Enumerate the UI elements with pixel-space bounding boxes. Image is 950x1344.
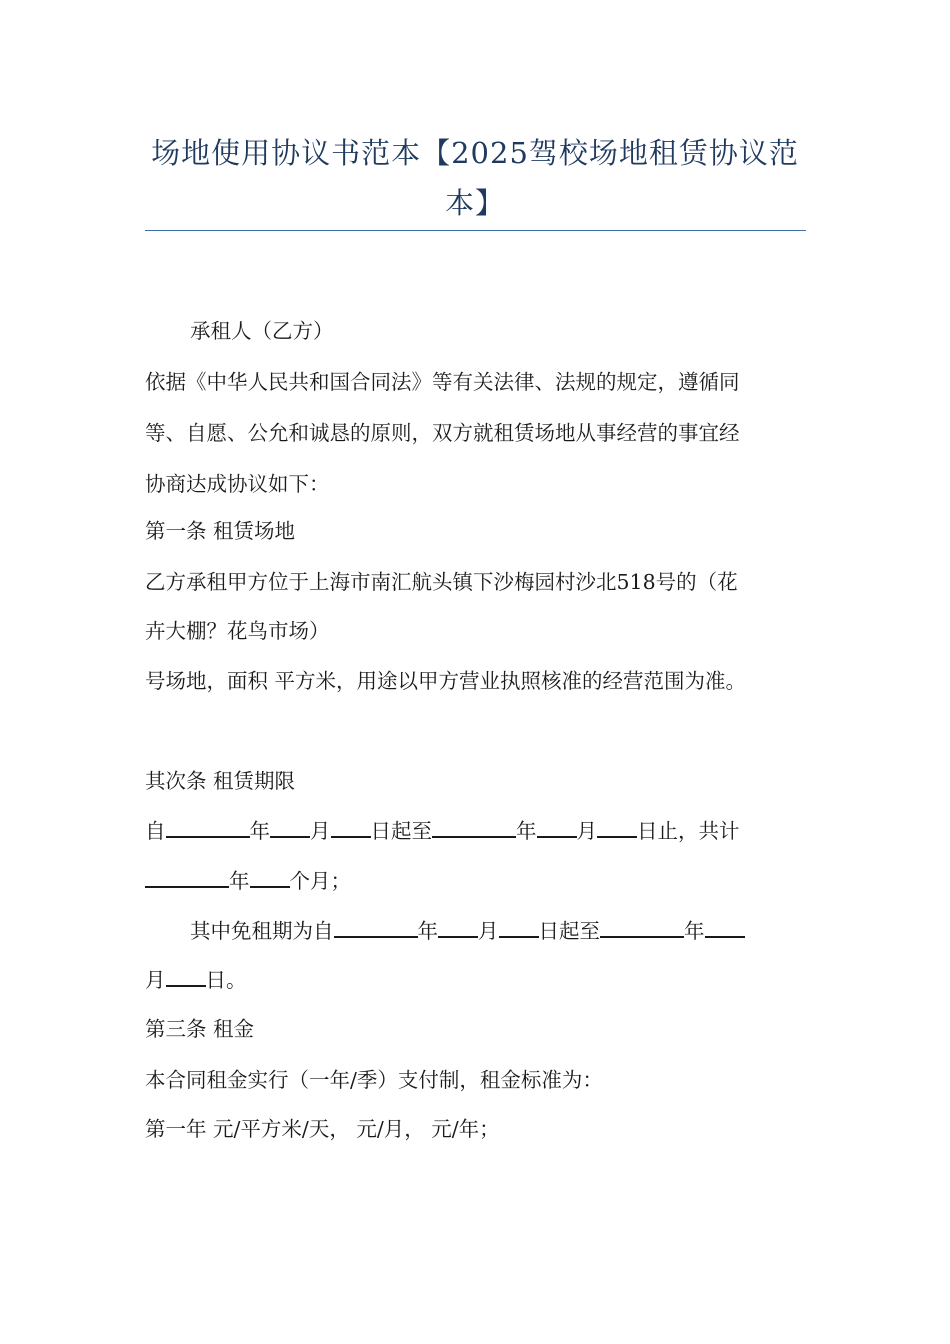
- blank-free-start-year[interactable]: [334, 918, 418, 938]
- title-underline: [145, 230, 806, 231]
- blank-free-start-day[interactable]: [499, 918, 539, 938]
- preamble-line-2: 等、自愿、公允和诚恳的原则，双方就租赁场地从事经营的事宜经: [145, 421, 740, 445]
- blank-free-end-day[interactable]: [166, 967, 206, 987]
- rent-line-1: 本合同租金实行（一年/季）支付制，租金标准为：: [145, 1068, 603, 1092]
- article-3-heading: 第三条 租金: [145, 1017, 255, 1041]
- blank-free-end-month[interactable]: [705, 918, 745, 938]
- preamble-line-1: 依据《中华人民共和国合同法》等有关法律、法规的规定，遵循同: [145, 370, 740, 394]
- free-period-line-2: 月 日。: [145, 968, 247, 992]
- preamble-line-3: 协商达成协议如下：: [145, 472, 330, 496]
- free-period-line-1: 其中免租期为自 年 月 日起至 年: [190, 906, 855, 956]
- lease-term-line-2: 年 个月；: [145, 856, 810, 906]
- article-1-line-3: 号场地，面积 平方米，用途以甲方营业执照核准的经营范围为准。: [145, 669, 747, 693]
- rent-line-2: 第一年 元/平方米/天， 元/月， 元/年；: [145, 1117, 500, 1141]
- blank-free-start-month[interactable]: [438, 918, 478, 938]
- article-1-line-1: 乙方承租甲方位于上海市南汇航头镇下沙梅园村沙北518号的（花: [145, 570, 738, 594]
- blank-start-month[interactable]: [270, 818, 310, 838]
- blank-free-end-year[interactable]: [600, 918, 684, 938]
- title-line-1: 场地使用协议书范本【2025驾校场地租赁协议范: [151, 136, 799, 170]
- lease-term-line-1: 自 年 月 日起至 年 月 日止，共计: [145, 819, 740, 843]
- blank-start-day[interactable]: [331, 818, 371, 838]
- lessee-label: 承租人（乙方）: [190, 319, 334, 343]
- blank-start-year[interactable]: [166, 818, 250, 838]
- blank-end-year[interactable]: [432, 818, 516, 838]
- blank-end-month[interactable]: [537, 818, 577, 838]
- article-1-line-2: 卉大棚？花鸟市场）: [145, 619, 330, 643]
- blank-total-months[interactable]: [250, 868, 290, 888]
- blank-total-years[interactable]: [145, 868, 229, 888]
- title-line-2: 本】: [444, 186, 505, 220]
- article-1-heading: 第一条 租赁场地: [145, 519, 296, 543]
- document-title: [145, 128, 805, 228]
- article-2-heading: 其次条 租赁期限: [145, 769, 296, 793]
- blank-end-day[interactable]: [597, 818, 637, 838]
